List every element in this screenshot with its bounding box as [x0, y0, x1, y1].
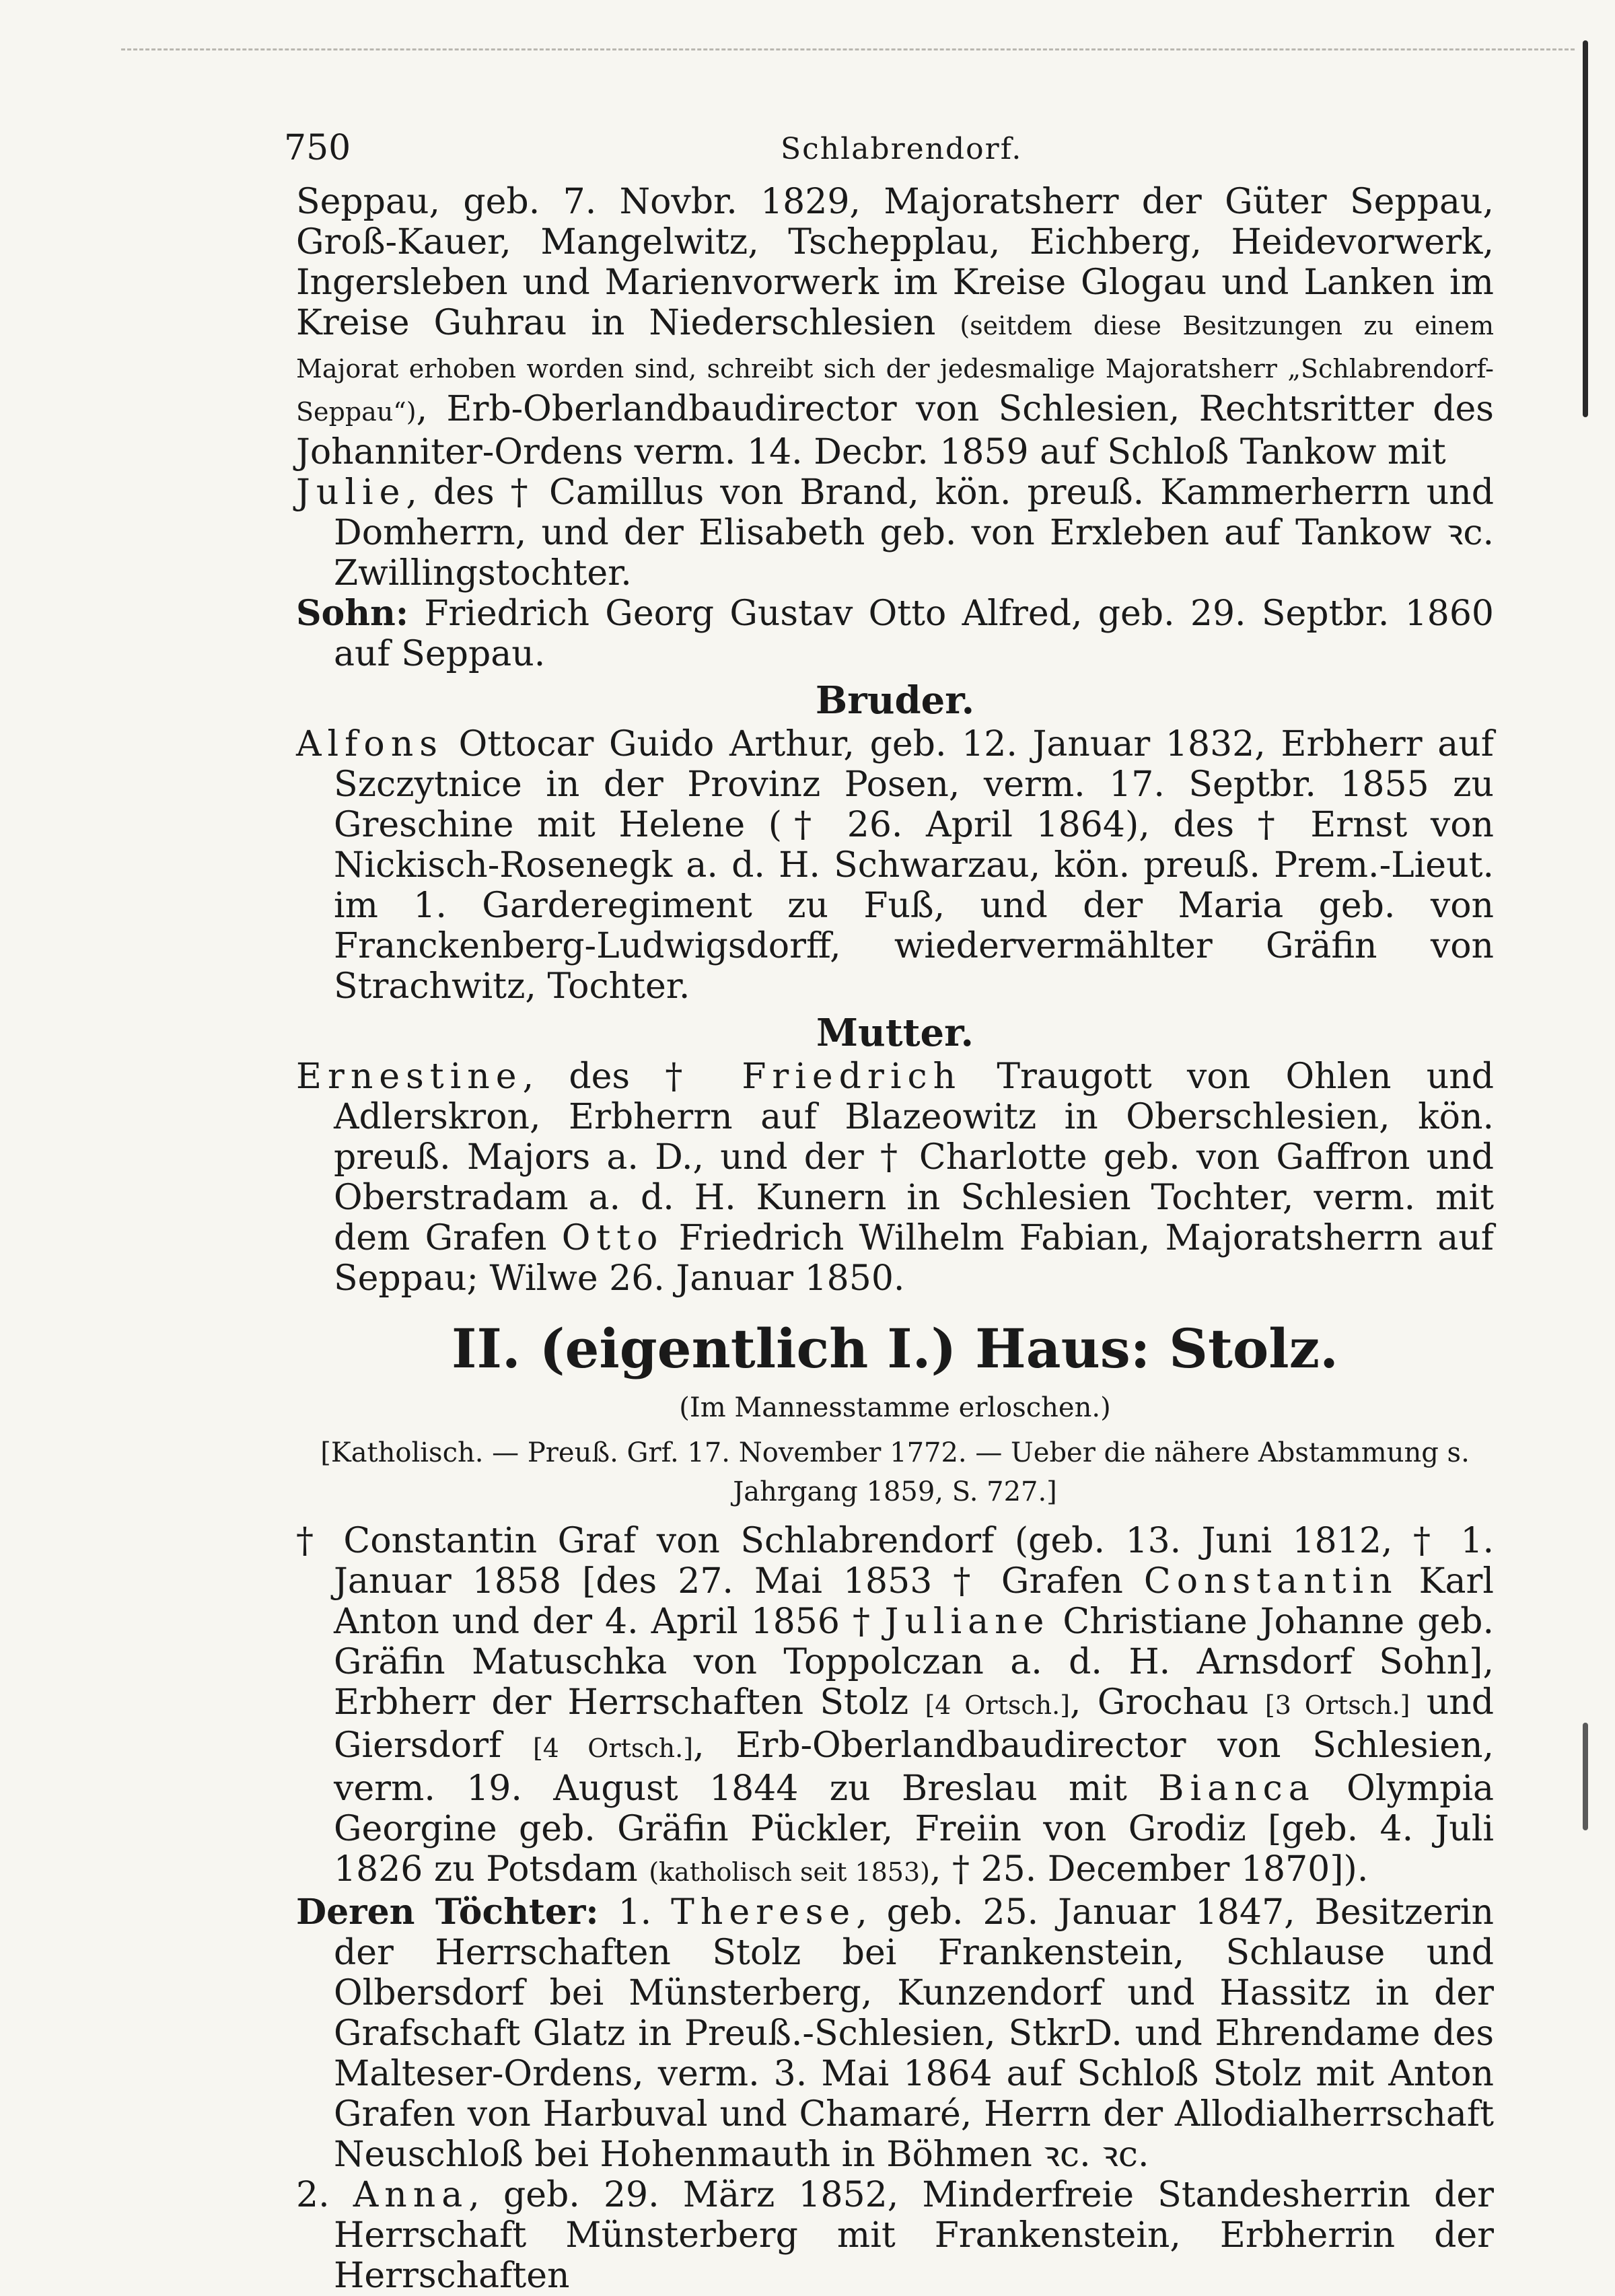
- name-ernestine: Ernestine: [296, 1056, 523, 1097]
- paragraph-seppau: [296, 182, 1494, 472]
- text-mutter-1: , des †: [522, 1056, 742, 1097]
- note-ortsch-1: [4 Ortsch.]: [925, 1690, 1071, 1720]
- name-therese: Therese: [671, 1892, 857, 1933]
- text-c-b: Karl Anton und der 4. April 1856 †: [334, 1561, 1494, 1642]
- text-c-d: , Grochau: [1070, 1682, 1265, 1723]
- paragraph-anna: [296, 2175, 1494, 2296]
- text-c-c: Christiane Johanne geb. Gräfin Matuschka von Toppolczan a. d. H. Arnsdorf Sohn], Erbherr der Herrschaften Stolz: [334, 1602, 1494, 1723]
- text-seppau-a: Seppau, geb. 7. Novbr. 1829, Majoratsherr der Güter Seppau, Groß-Kauer, Mangelwitz, Tschepplau, Eichberg, Heidevorwerk, Ingersleben und Marienvorwerk im Kreise Glogau und Lanken im Kreise Guhrau in Niederschlesien: [296, 182, 1494, 343]
- label-toechter: Deren Töchter:: [296, 1892, 599, 1933]
- text-c-f: , Erb-Oberlandbaudirector von Schlesien, verm. 19. August 1844 zu Breslau mit: [334, 1725, 1494, 1809]
- text-julie: , des † Camillus von Brand, kön. preuß. Kammerherrn und Domherrn, und der Elisabeth geb. von Erxleben auf Tankow ꝛc. Zwillingstochter.: [334, 472, 1494, 594]
- num-anna: 2.: [296, 2175, 353, 2215]
- heading-mutter: Mutter.: [816, 1011, 974, 1055]
- text-seppau-note: (seitdem diese Besitzungen zu einem Majorat erhoben worden sind, schreibt sich der jedesmalige Majoratsherr „Schlabrendorf-Seppau“): [296, 311, 1494, 427]
- paragraph-alfons: [296, 724, 1494, 1007]
- paragraph-ernestine: [296, 1056, 1494, 1299]
- text-mutter-2: Traugott von Ohlen und Adlerskron, Erbherrn auf Blazeowitz in Oberschlesien, kön. preuß. Majors a. D., und der † Charlotte geb. von Gaffron und Oberstradam a. d. H. Kunern in Schlesien Tochter, verm. mit dem Grafen: [334, 1056, 1494, 1258]
- text-c-e: und Giersdorf: [334, 1682, 1495, 1766]
- text-c-g: Olympia Georgine geb. Gräfin Pückler, Freiin von Grodiz [geb. 4. Juli 1826 zu Potsdam: [334, 1768, 1494, 1890]
- name-juliane: Juliane: [884, 1602, 1050, 1642]
- name-bianca: Bianca: [1158, 1768, 1316, 1809]
- text-seppau-b: , Erb-Oberlandbaudirector von Schlesien, Rechtsritter des Johanniter-Ordens verm. 14. Decbr. 1859 auf Schloß Tankow mit: [296, 389, 1494, 472]
- house-meta-note: [Katholisch. — Preuß. Grf. 17. November 1772. — Ueber die nähere Abstammung s. Jahrgang 1859, S. 727.]: [320, 1437, 1470, 1507]
- scan-dashed-top-edge: [121, 48, 1575, 50]
- text-c-a: † Constantin Graf von Schlabrendorf (geb. 13. Juni 1812, † 1. Januar 1858 [des 27. Mai 1853 † Grafen: [296, 1521, 1494, 1602]
- text-c-h: , † 25. December 1870]).: [929, 1849, 1369, 1890]
- paragraph-sohn: [296, 594, 1494, 674]
- note-ortsch-2: [3 Ortsch.]: [1264, 1690, 1410, 1720]
- name-friedrich: Friedrich: [742, 1056, 962, 1097]
- heading-house-stolz: II. (eigentlich I.) Haus: Stolz.: [452, 1317, 1338, 1380]
- paragraph-julie: [296, 472, 1494, 594]
- name-julie: Julie: [296, 472, 406, 513]
- note-ortsch-3: [4 Ortsch.]: [532, 1733, 694, 1763]
- label-sohn: Sohn:: [296, 593, 409, 634]
- subheading-extinct: (Im Mannesstamme erloschen.): [679, 1392, 1111, 1423]
- running-head: Schlabrendorf.: [781, 132, 1023, 166]
- book-page: [284, 114, 1495, 2296]
- text-anna: , geb. 29. März 1852, Minderfreie Standesherrin der Herrschaft Münsterberg mit Frankenstein, Erbherrin der Herrschaften: [334, 2175, 1494, 2296]
- note-katholisch: (katholisch seit 1853): [649, 1857, 930, 1887]
- paragraph-constantin: [296, 1521, 1494, 1892]
- page-header: [284, 114, 1494, 182]
- text-alfons: Ottocar Guido Arthur, geb. 12. Januar 1832, Erbherr auf Szczytnice in der Provinz Posen, verm. 17. Septbr. 1855 zu Greschine mit Helene († 26. April 1864), des † Ernst von Nickisch-Rosenegk a. d. H. Schwarzau, kön. preuß. Prem.-Lieut. im 1. Garderegiment zu Fuß, und der Maria geb. von Franckenberg-Ludwigsdorff, wiedervermählter Gräfin von Strachwitz, Tochter.: [334, 724, 1494, 1007]
- text-t-a: 1.: [598, 1892, 672, 1933]
- name-alfons: Alfons: [296, 724, 443, 764]
- text-mutter-3: Friedrich Wilhelm Fabian, Majoratsherrn auf Seppau; Wilwe 26. Januar 1850.: [334, 1218, 1494, 1299]
- heading-bruder: Bruder.: [815, 678, 975, 723]
- text-t-b: , geb. 25. Januar 1847, Besitzerin der Herrschaften Stolz bei Frankenstein, Schlause und Olbersdorf bei Münsterberg, Kunzendorf und Hassitz in der Grafschaft Glatz in Preuß.-Schlesien, StkrD. und Ehrendame des Malteser-Ordens, verm. 3. Mai 1864 auf Schloß Stolz mit Anton Grafen von Harbuval und Chamaré, Herrn der Allodialherrschaft Neuschloß bei Hohenmauth in Böhmen ꝛc. ꝛc.: [334, 1892, 1494, 2175]
- paragraph-toechter: [296, 1892, 1494, 2175]
- name-otto: Otto: [561, 1218, 664, 1258]
- name-constantin: Constantin: [1143, 1561, 1398, 1602]
- text-sohn: Friedrich Georg Gustav Otto Alfred, geb. 29. Septbr. 1860 auf Seppau.: [334, 594, 1494, 674]
- page-number: 750: [284, 128, 351, 168]
- scan-page-edge: [1583, 40, 1588, 417]
- scan-page-edge-lower: [1583, 1723, 1588, 1830]
- name-anna: Anna: [353, 2175, 469, 2215]
